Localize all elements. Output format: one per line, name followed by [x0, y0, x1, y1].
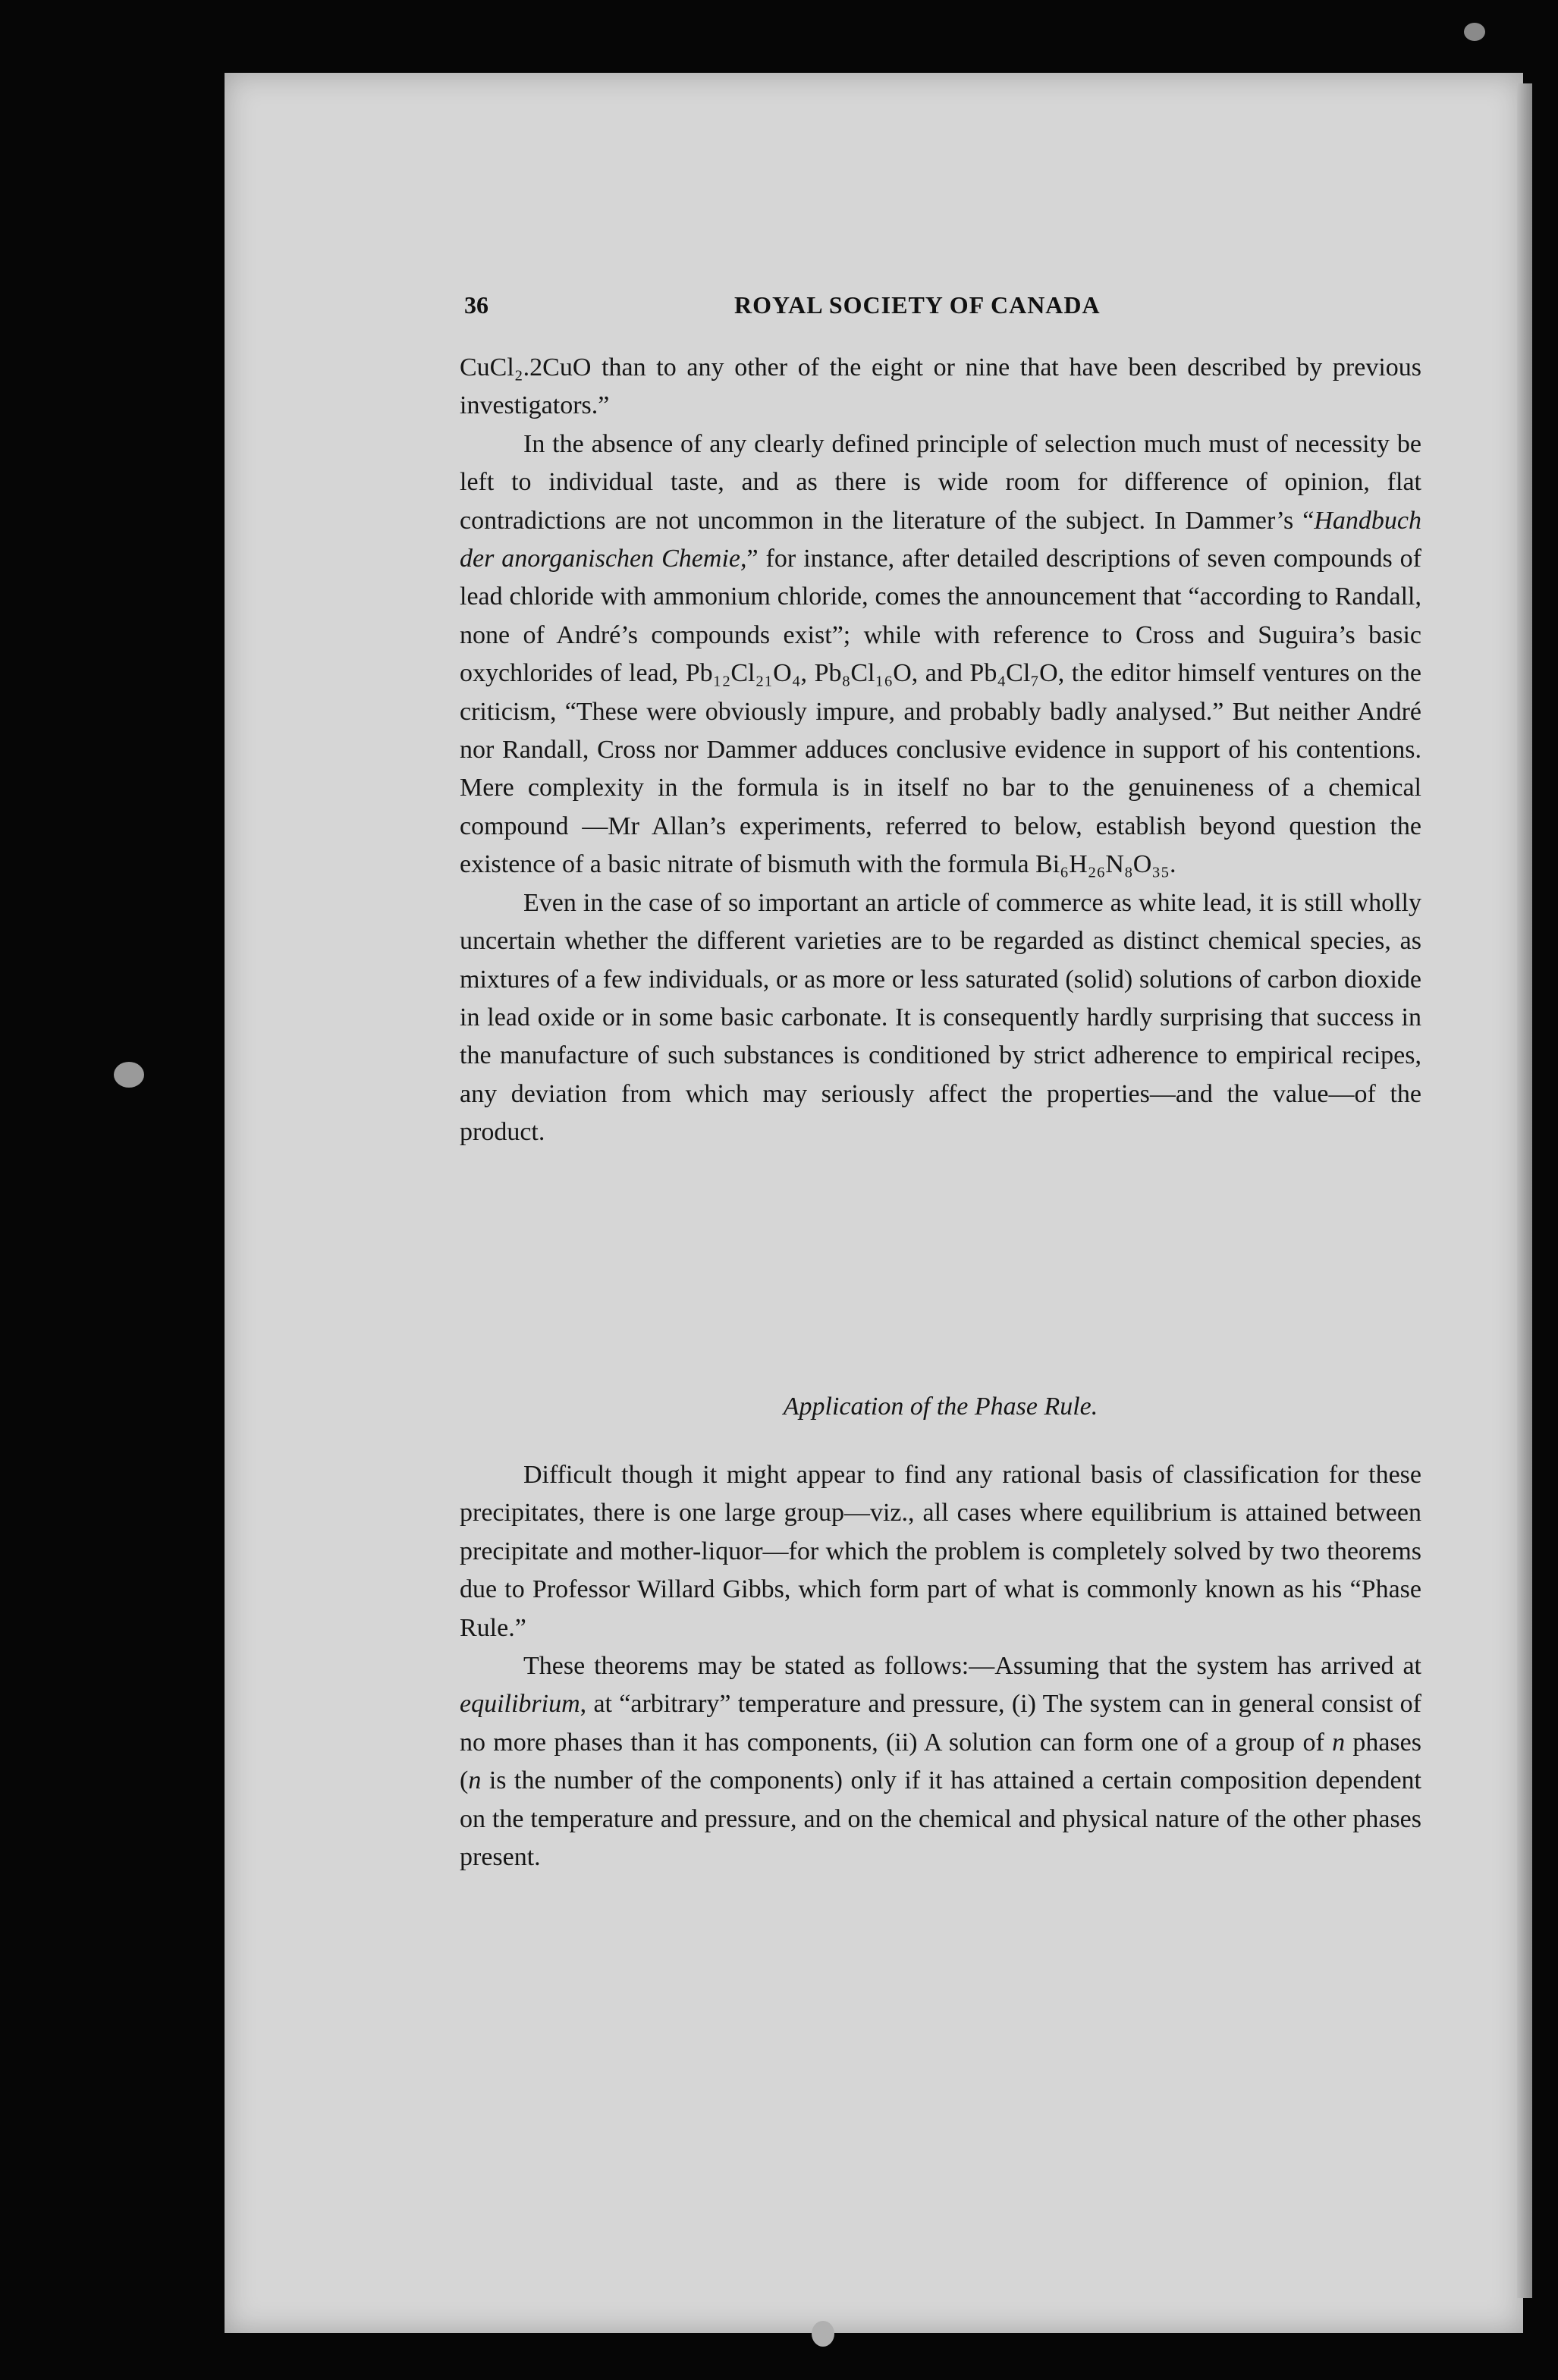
paragraph-2 — [460, 425, 1421, 884]
paragraph-5-text-a: These theorems may be stated as follows:—Assuming that the system has arrived at — [523, 1652, 1421, 1681]
page-number: 36 — [464, 291, 488, 319]
paragraph-2-text-b: ” for instance, after detailed descriptions of seven compounds of lead chloride with ammonium chloride, comes the announcement that “according to Randall, none of André’s compounds exist”; while with reference to Cross and Suguira’s basic oxychlorides of lead, Pb₁₂Cl₂₁O₄, Pb₈Cl₁₆O, and Pb₄Cl₇O, the editor himself ventures on the criticism, “These were obviously impure, and probably badly analysed.” But neither André nor Randall, Cross nor Dammer adduces conclusive evidence in support of his contentions. Mere complexity in the formula is in itself no bar to the genuineness of a chemical compound —Mr Allan’s experiments, referred to below, establish beyond question the existence of a basic nitrate of bismuth with the formula Bi₆H₂₆N₈O₃₅. — [460, 545, 1421, 879]
dust-speck — [812, 2321, 834, 2347]
section-body — [460, 1456, 1421, 1876]
paragraph-4: Difficult though it might appear to find any rational basis of classification for these precipitates, there is one large group—viz., all cases where equilibrium is attained between precipitate and mother-liquor—for which the problem is completely solved by two theorems due to Professor Willard Gibbs, which form part of what is commonly known as his “Phase Rule.” — [460, 1461, 1421, 1642]
section-title: Application of the Phase Rule. — [783, 1393, 1098, 1421]
variable-n: n — [468, 1766, 482, 1795]
variable-n: n — [1332, 1728, 1346, 1757]
paragraph-5-text-b: , at “arbitrary” temperature and pressure, (i) The system can in general consist of no more phases than it has components, (ii) A solution can form one of a group of — [460, 1690, 1421, 1757]
term-equilibrium: equilibrium — [460, 1690, 580, 1719]
paragraph-2-text-a: In the absence of any clearly defined principle of selection much must of necessity be left to individual taste, and as there is wide room for difference of opinion, flat contradictions are not uncommon in the literature of the subject. In Dammer’s “ — [460, 429, 1421, 535]
running-title: ROYAL SOCIETY OF CANADA — [734, 291, 1101, 319]
page-edge — [1517, 83, 1532, 2298]
paragraph-3: Even in the case of so important an article of commerce as white lead, it is still wholly uncertain whether the different varieties are to be regarded as distinct chemical species, as mixtures of a few individuals, or as more or less saturated (solid) solutions of carbon dioxide in lead oxide or in some basic carbonate. It is consequently hardly surprising that success in the manufacture of such substances is conditioned by strict adherence to empirical recipes, any deviation from which may seriously affect the properties—and the value—of the product. — [460, 888, 1421, 1147]
paragraph-5-text-c: phases ( — [460, 1728, 1421, 1795]
paragraph-5-text-d: is the number of the components) only if it has attained a certain composition dependent on the temperature and pressure, and on the chemical and physical nature of the other phases present. — [460, 1766, 1421, 1872]
dust-speck — [114, 1062, 144, 1088]
paragraph-1: CuCl₂.2CuO than to any other of the eight or nine that have been described by previous investigators.” — [460, 353, 1421, 420]
dust-speck — [1464, 23, 1485, 41]
body-text — [460, 349, 1421, 1152]
paragraph-5 — [460, 1647, 1421, 1876]
page-header — [464, 291, 1421, 334]
section-block — [460, 1388, 1421, 1426]
book-title: Handbuch der anorganischen Chemie, — [460, 506, 1421, 573]
